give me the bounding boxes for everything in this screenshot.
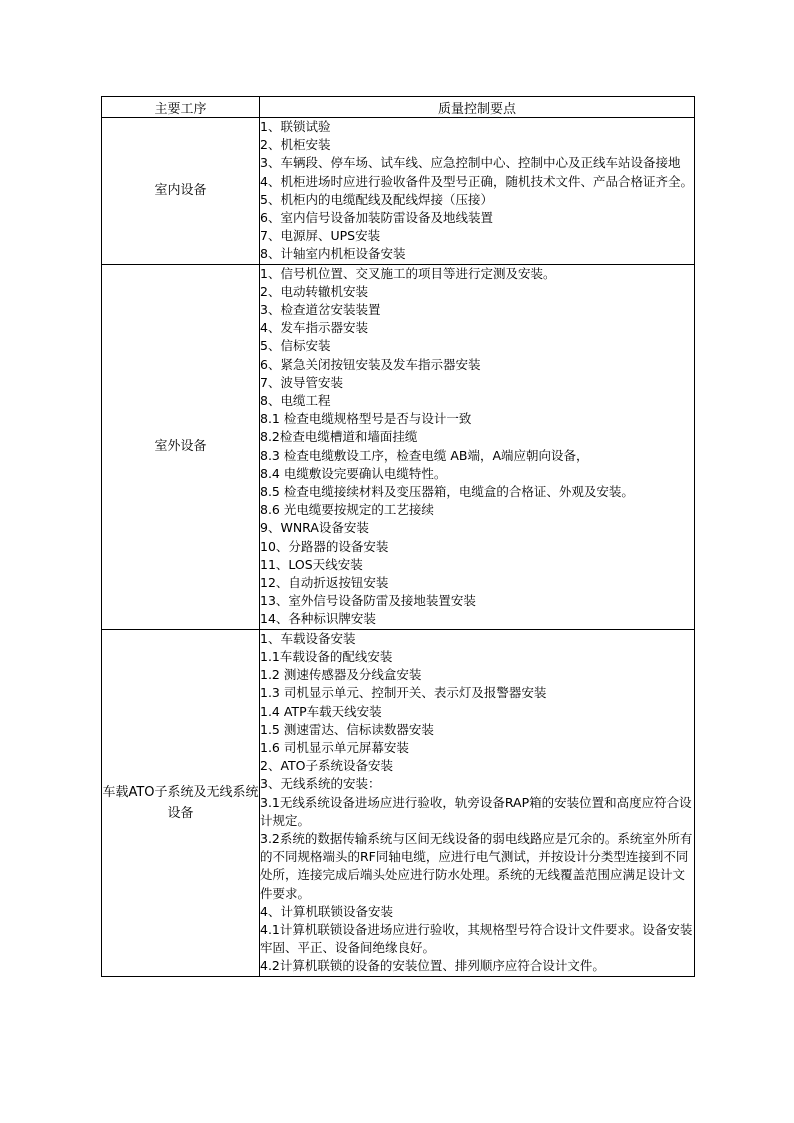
quality-point: 3、无线系统的安装： <box>260 776 381 792</box>
quality-point: 3.2系统的数据传输系统与区间无线设备的弱电线路应是冗余的。系统室外所有的不同规格端头的RF同轴电缆，应进行电气测试，并按设计分类型连接到不同处所，连接完成后端头处应进行防水处理。系统的无线覆盖范围应满足设计文件要求。 <box>260 830 693 901</box>
quality-point: 1、联锁试验 <box>260 119 331 134</box>
quality-point: 8、计轴室内机柜设备安装 <box>260 246 406 262</box>
quality-point: 4、机柜进场时应进行验收备件及型号正确，随机技术文件、产品合格证齐全。 <box>260 173 693 189</box>
quality-point: 4.1计算机联锁设备进场应进行验收，其规格型号符合设计文件要求。设备安装牢固、平正、设备间绝缘良好。 <box>260 921 693 956</box>
process-cell: 室内设备 <box>102 118 260 265</box>
quality-point: 1.5 测速雷达、信标读数器安装 <box>260 721 434 737</box>
quality-point: 3.1无线系统设备进场应进行验收，轨旁设备RAP箱的安装位置和高度应符合设计规定。 <box>260 794 692 828</box>
quality-point: 8.3 检查电缆敷设工序，检查电缆 AB端，A端应朝向设备， <box>260 447 589 463</box>
quality-points-cell <box>260 629 695 976</box>
quality-point: 1.4 ATP车载天线安装 <box>260 703 382 719</box>
quality-point: 11、LOS天线安装 <box>260 556 363 572</box>
quality-point: 8.5 检查电缆接续材料及变压器箱，电缆盒的合格证、外观及安装。 <box>260 484 634 500</box>
header-quality-points: 质量控制要点 <box>260 97 695 118</box>
quality-point: 1、车载设备安装 <box>260 630 356 646</box>
quality-point: 12、自动折返按钮安装 <box>260 575 389 591</box>
quality-point: 5、信标安装 <box>260 338 331 354</box>
quality-point: 1、信号机位置、交叉施工的项目等进行定测及安装。 <box>260 265 556 281</box>
table-row <box>102 629 695 976</box>
quality-point: 7、电源屏、UPS安装 <box>260 228 381 244</box>
quality-point: 1.6 司机显示单元屏幕安装 <box>260 739 409 755</box>
quality-point: 1.2 测速传感器及分线盒安装 <box>260 667 422 683</box>
table-row <box>102 118 695 265</box>
quality-point: 10、分路器的设备安装 <box>260 538 389 554</box>
quality-point: 8.1 检查电缆规格型号是否与设计一致 <box>260 411 472 427</box>
quality-point: 6、紧急关闭按钮安装及发车指示器安装 <box>260 356 481 372</box>
quality-point: 1.3 司机显示单元、控制开关、表示灯及报警器安装 <box>260 685 547 701</box>
table-row <box>102 264 695 629</box>
quality-point: 2、机柜安装 <box>260 137 331 153</box>
process-cell: 车载ATO子系统及无线系统设备 <box>102 629 260 976</box>
quality-point: 13、室外信号设备防雷及接地装置安装 <box>260 593 476 609</box>
process-cell: 室外设备 <box>102 264 260 629</box>
quality-points-cell <box>260 264 695 629</box>
header-process: 主要工序 <box>102 97 260 118</box>
quality-point: 4、计算机联锁设备安装 <box>260 903 393 919</box>
quality-point: 3、车辆段、停车场、试车线、应急控制中心、控制中心及正线车站设备接地 <box>260 155 681 171</box>
quality-point: 4、发车指示器安装 <box>260 320 368 336</box>
quality-point: 2、电动转辙机安装 <box>260 283 368 299</box>
quality-points-cell <box>260 118 695 265</box>
quality-point: 14、各种标识牌安装 <box>260 611 376 627</box>
quality-point: 5、机柜内的电缆配线及配线焊接（压接） <box>260 191 493 207</box>
quality-point: 9、WNRA设备安装 <box>260 520 369 536</box>
quality-point: 1.1车载设备的配线安装 <box>260 648 393 664</box>
quality-point: 2、ATO子系统设备安装 <box>260 758 394 774</box>
table-header-row <box>102 97 695 118</box>
quality-point: 8、电缆工程 <box>260 393 331 409</box>
quality-point: 8.4 电缆敷设完要确认电缆特性。 <box>260 465 447 481</box>
quality-point: 3、检查道岔安装装置 <box>260 302 381 318</box>
quality-point: 8.2检查电缆槽道和墙面挂缆 <box>260 429 418 445</box>
quality-point: 7、波导管安装 <box>260 374 343 390</box>
quality-point: 6、室内信号设备加装防雷设备及地线装置 <box>260 210 493 226</box>
quality-point: 8.6 光电缆要按规定的工艺接续 <box>260 502 434 518</box>
quality-point: 4.2计算机联锁的设备的安装位置、排列顺序应符合设计文件。 <box>260 958 605 974</box>
quality-control-table <box>101 96 695 977</box>
